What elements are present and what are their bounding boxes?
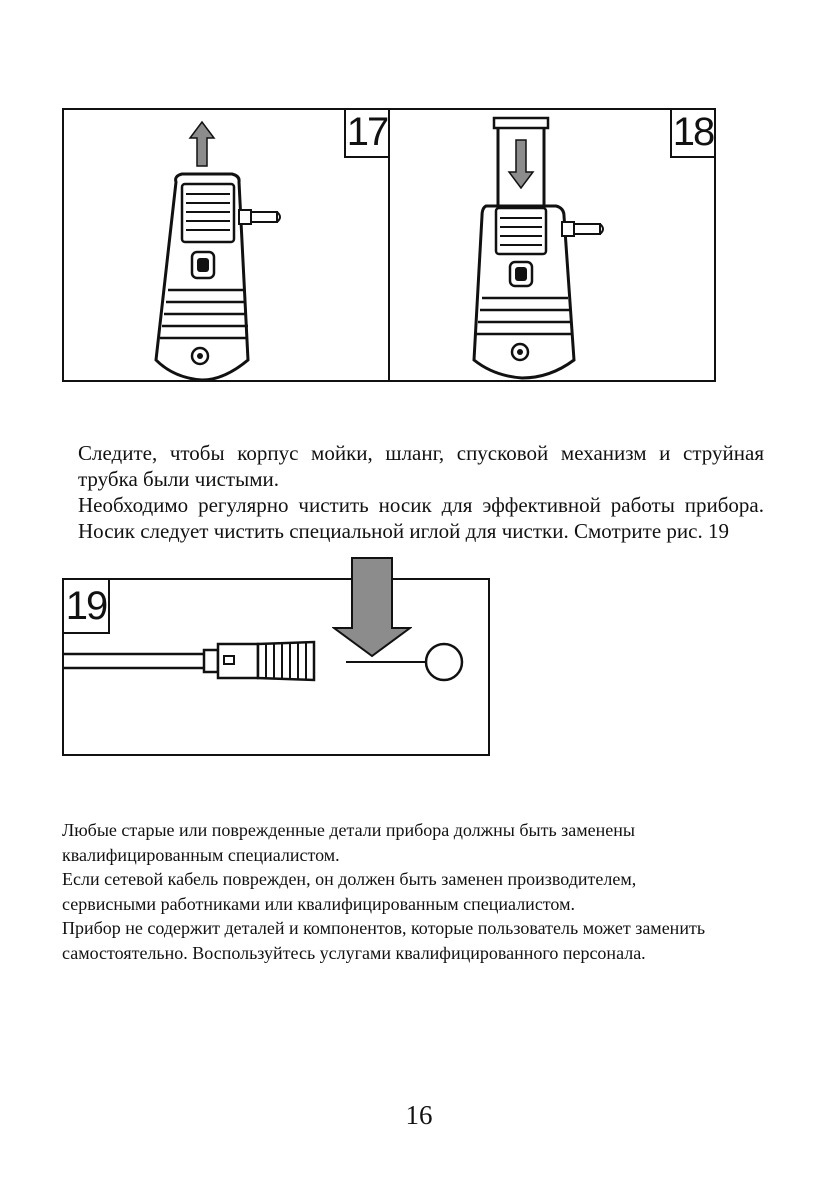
pressure-washer-icon — [390, 110, 714, 380]
repair-safety-notice — [62, 818, 782, 966]
arrow-down-icon — [509, 140, 533, 188]
replace-parts-text: Любые старые или поврежденные детали прибора должны быть заменены квалифицированным специалистом. — [62, 820, 635, 865]
figure-19 — [62, 578, 490, 756]
figure-18 — [388, 108, 716, 382]
page-number: 16 — [405, 1100, 433, 1130]
arrow-down-icon — [332, 556, 412, 660]
figure-number-18: 18 — [670, 108, 716, 158]
figure-number-17: 17 — [344, 108, 390, 158]
cable-damage-text: Если сетевой кабель поврежден, он должен быть заменен производителем, сервисными работниками или квалифицированным специалистом. — [62, 869, 637, 914]
no-user-parts-text: Прибор не содержит деталей и компонентов, которые пользователь может заменить самостоятельно. Воспользуйтесь услугами квалифицированного персонала. — [62, 918, 706, 963]
clean-nozzle-text: Необходимо регулярно чистить носик для эффективной работы прибора. Носик следует чистить специальной иглой для чистки. Смотрите рис. 19 — [78, 493, 764, 543]
arrow-up-icon — [190, 122, 214, 166]
keep-clean-text: Следите, чтобы корпус мойки, шланг, спусковой механизм и струйная трубка были чистыми. — [78, 441, 764, 491]
figure-17 — [62, 108, 390, 382]
nozzle-icon — [64, 580, 488, 754]
figure-number-19: 19 — [62, 578, 110, 634]
pressure-washer-icon — [64, 110, 388, 380]
nozzle-cleaning-instructions — [78, 440, 764, 544]
